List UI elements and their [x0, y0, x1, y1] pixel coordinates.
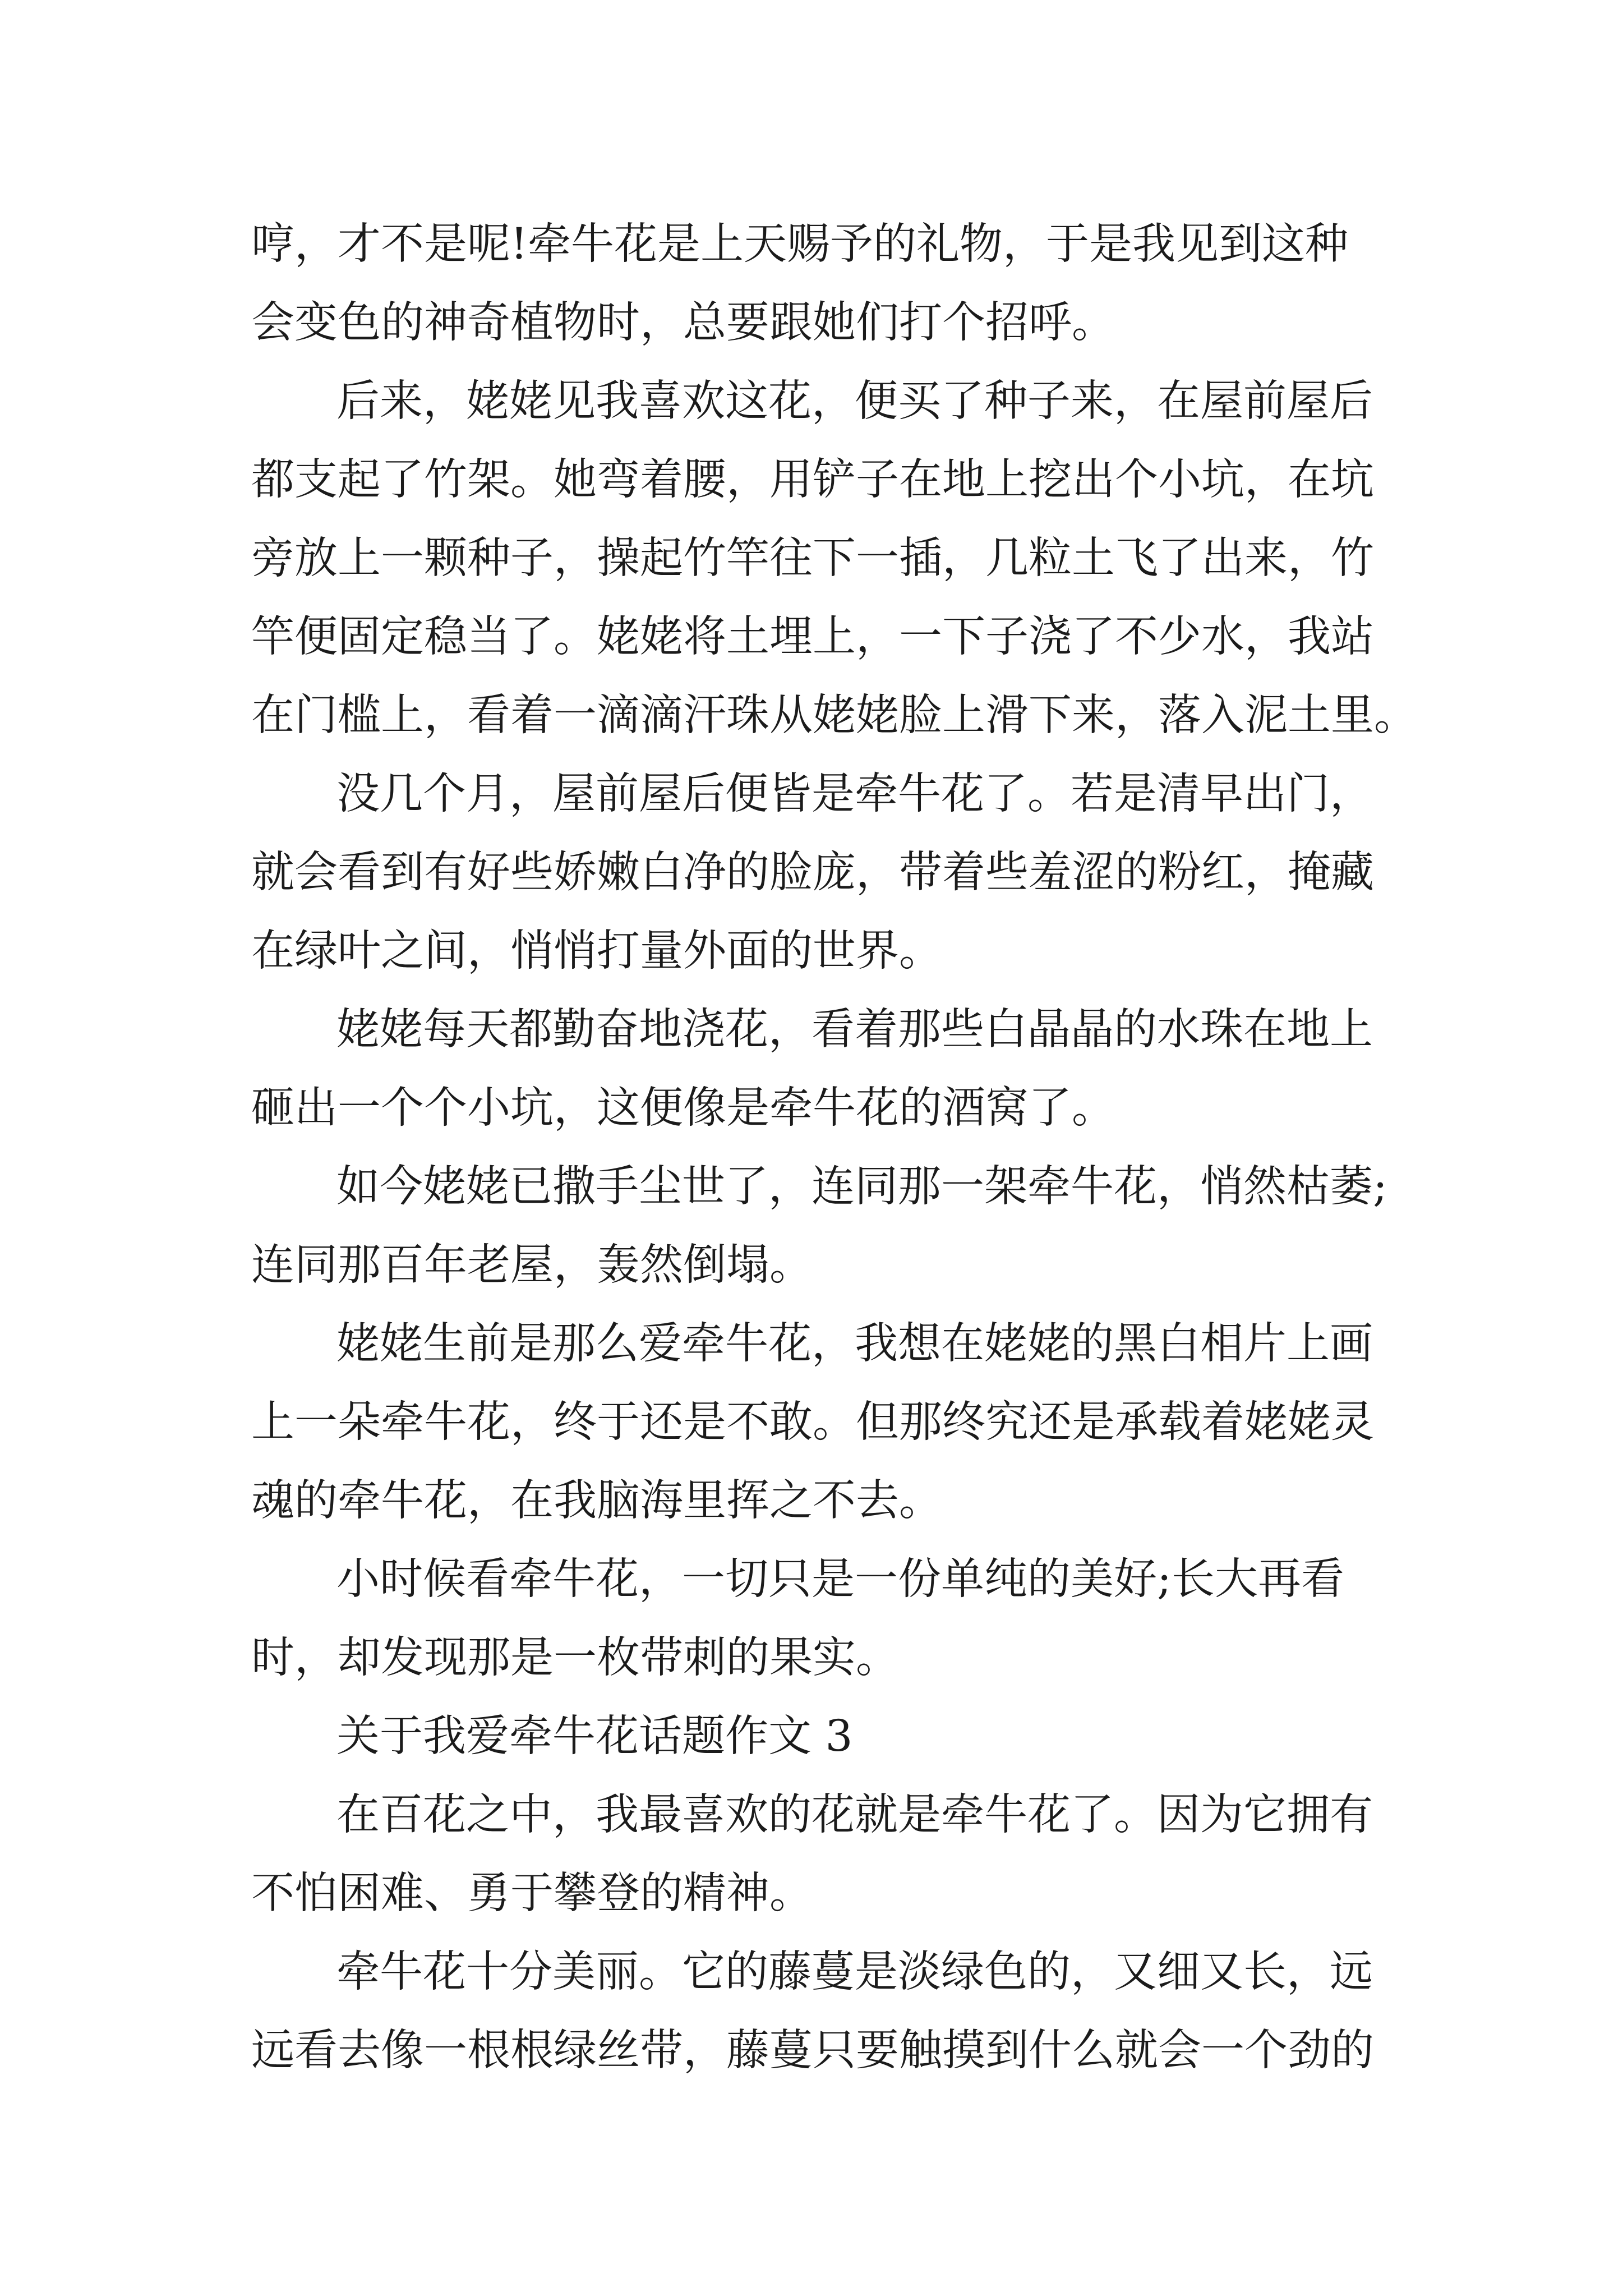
text-line: 在绿叶之间，悄悄打量外面的世界。: [251, 926, 942, 976]
text-line: 魂的牵牛花，在我脑海里挥之不去。: [251, 1476, 942, 1526]
text-line: 时，却发现那是一枚带刺的果实。: [251, 1633, 899, 1683]
text-line: 砸出一个个小坑，这便像是牵牛花的酒窝了。: [251, 1083, 1115, 1133]
section-heading: 关于我爱牵牛花话题作文 3: [336, 1711, 853, 1761]
text-line: 远看去像一根根绿丝带，藤蔓只要触摸到什么就会一个劲的: [251, 2026, 1374, 2076]
paragraph-first-line: 姥姥每天都勤奋地浇花，看着那些白晶晶的水珠在地上: [336, 1005, 1373, 1055]
paragraph-first-line: 牵牛花十分美丽。它的藤蔓是淡绿色的，又细又长，远: [336, 1947, 1373, 1997]
text-line: 会变色的神奇植物时，总要跟她们打个招呼。: [251, 298, 1115, 348]
text-line: 哼，才不是呢!牵牛花是上天赐予的礼物，于是我见到这种: [251, 219, 1348, 269]
text-line: 上一朵牵牛花，终于还是不敢。但那终究还是承载着姥姥灵: [251, 1397, 1374, 1447]
text-line: 不怕困难、勇于攀登的精神。: [251, 1869, 813, 1918]
paragraph-first-line: 姥姥生前是那么爱牵牛花，我想在姥姥的黑白相片上画: [336, 1319, 1373, 1369]
text-line: 竿便固定稳当了。姥姥将土埋上，一下子浇了不少水，我站: [251, 612, 1374, 662]
paragraph-first-line: 如今姥姥已撒手尘世了，连同那一架牵牛花，悄然枯萎;: [336, 1162, 1387, 1212]
paragraph-first-line: 没几个月，屋前屋后便皆是牵牛花了。若是清早出门，: [336, 769, 1373, 819]
paragraph-first-line: 后来，姥姥见我喜欢这花，便买了种子来，在屋前屋后: [336, 376, 1373, 426]
text-line: 都支起了竹架。她弯着腰，用铲子在地上挖出个小坑，在坑: [251, 455, 1374, 505]
paragraph-first-line: 小时候看牵牛花，一切只是一份单纯的美好;长大再看: [336, 1554, 1344, 1604]
text-line: 就会看到有好些娇嫩白净的脸庞，带着些羞涩的粉红，掩藏: [251, 848, 1374, 898]
text-line: 连同那百年老屋，轰然倒塌。: [251, 1240, 813, 1290]
text-line: 在门槛上，看着一滴滴汗珠从姥姥脸上滑下来，落入泥土里。: [251, 691, 1417, 740]
paragraph-first-line: 在百花之中，我最喜欢的花就是牵牛花了。因为它拥有: [336, 1790, 1373, 1840]
text-line: 旁放上一颗种子，操起竹竿往下一插，几粒土飞了出来，竹: [251, 533, 1374, 583]
